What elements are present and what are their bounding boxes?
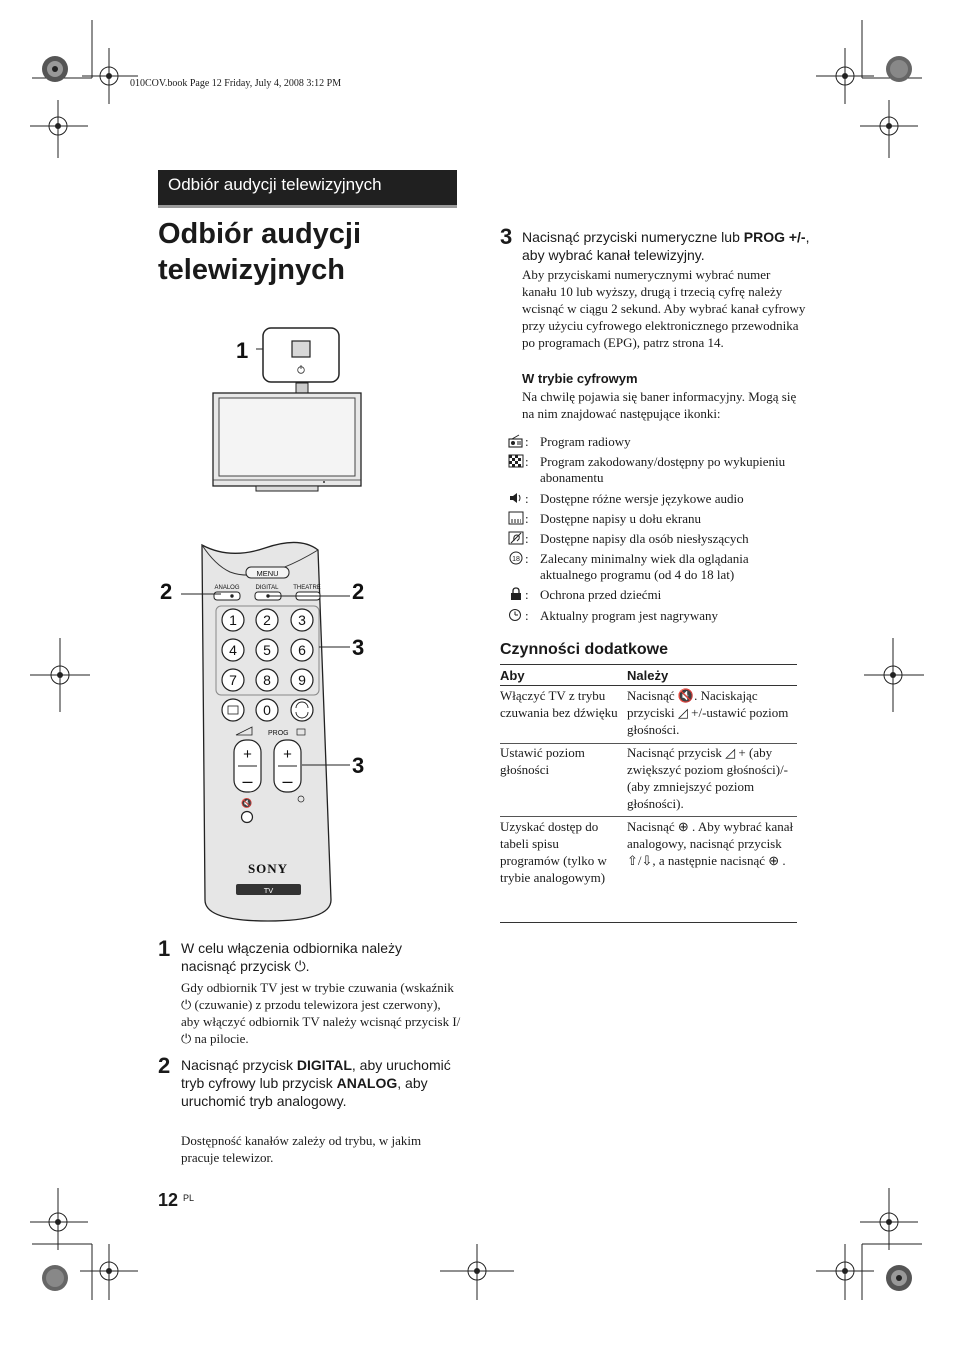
digital-mode-heading: W trybie cyfrowym bbox=[522, 371, 638, 386]
scrambled-icon bbox=[508, 454, 524, 468]
section-bar-label: Odbiór audycji telewizyjnych bbox=[168, 175, 382, 194]
svg-text:+: + bbox=[243, 746, 252, 763]
svg-text:ANALOG: ANALOG bbox=[214, 585, 240, 591]
svg-text:18: 18 bbox=[512, 556, 520, 563]
svg-text:6: 6 bbox=[298, 642, 306, 658]
svg-text:–: – bbox=[282, 771, 293, 791]
svg-text:8: 8 bbox=[263, 672, 271, 688]
callout-2-left-label: 2 bbox=[160, 579, 173, 604]
step-2-heading: Nacisnąć przycisk DIGITAL, aby uruchomić tryb cyfrowy lub przycisk ANALOG, aby uruchomić tryb analogowy. bbox=[181, 1057, 451, 1109]
table-row-2-aby: Ustawić poziom głośności bbox=[500, 745, 585, 777]
page-title-line-2: telewizyjnych bbox=[158, 254, 345, 286]
page-title bbox=[158, 216, 458, 288]
age-18-icon bbox=[508, 551, 524, 565]
table-row-2-nalezy: Nacisnąć przycisk ◿ + (aby zwiększyć poziom głośności)/- (aby zmniejszyć poziom głośności). bbox=[627, 745, 789, 811]
page-language: PL bbox=[183, 1193, 195, 1203]
step-1-number: 1 bbox=[158, 936, 171, 961]
step-2-number: 2 bbox=[158, 1053, 171, 1078]
svg-text:5: 5 bbox=[263, 642, 271, 658]
lock-icon bbox=[508, 587, 524, 601]
svg-text:MENU: MENU bbox=[256, 569, 279, 578]
svg-text:7: 7 bbox=[229, 672, 237, 688]
audio-languages-icon bbox=[508, 491, 524, 505]
tv-remote-figure bbox=[155, 322, 380, 927]
power-button-icon bbox=[292, 341, 310, 357]
svg-text:4: 4 bbox=[229, 642, 237, 658]
table-row-3-aby: Uzyskać dostęp do tabeli spisu programów (tylko w trybie analogowym) bbox=[500, 819, 607, 885]
subtitles-icon bbox=[508, 511, 524, 525]
step-2-body: Dostępność kanałów zależy od trybu, w jakim pracuje telewizor. bbox=[181, 1133, 422, 1165]
hearing-impaired-icon bbox=[508, 531, 524, 545]
remote-control-illustration bbox=[202, 542, 331, 921]
callout-2-right-label: 2 bbox=[352, 579, 365, 604]
svg-text:2: 2 bbox=[263, 612, 271, 628]
table-row-3-nalezy: Nacisnąć ⊕ . Aby wybrać kanał analogowy, nacisnąć przycisk ⇧/⇩, a następnie nacisnąć ⊕ . bbox=[627, 819, 794, 868]
callout-3-upper-label: 3 bbox=[352, 635, 365, 660]
digital-mode-body: Na chwilę pojawia się baner informacyjny. Mogą się na nim znajdować następujące ikonki: bbox=[522, 389, 797, 421]
svg-text:–: – bbox=[242, 771, 253, 791]
svg-text:SONY: SONY bbox=[247, 861, 289, 876]
svg-text:0: 0 bbox=[263, 702, 271, 718]
table-header-aby: Aby bbox=[500, 668, 525, 683]
svg-text:🔇: 🔇 bbox=[241, 799, 253, 809]
svg-text:+: + bbox=[283, 746, 292, 763]
table-header-nalezy: Należy bbox=[627, 668, 669, 683]
svg-text:TV: TV bbox=[263, 886, 274, 895]
callout-3-lower-label: 3 bbox=[352, 753, 365, 778]
section-bar bbox=[158, 170, 457, 208]
step-1-heading: W celu włączenia odbiornika należy nacisnąć przycisk ⏻. bbox=[181, 940, 402, 974]
print-header-line: 010COV.book Page 12 Friday, July 4, 2008 3:12 PM bbox=[130, 78, 342, 89]
svg-text:9: 9 bbox=[298, 672, 306, 688]
svg-text:THEATRE: THEATRE bbox=[293, 585, 321, 591]
svg-text:DIGITAL: DIGITAL bbox=[255, 585, 279, 591]
table-row-1-nalezy: Nacisnąć 🔇. Naciskając przyciski ◿ +/-ustawić poziom głośności. bbox=[627, 688, 789, 737]
step-1-body: Gdy odbiornik TV jest w trybie czuwania (wskaźnik ⏻ (czuwanie) z przodu telewizora jest czerwony), aby włączyć odbiornik TV należy wcisnąć przycisk I/⏻ na pilocie. bbox=[181, 980, 461, 1046]
extra-operations-title: Czynności dodatkowe bbox=[500, 641, 669, 658]
step-3-number: 3 bbox=[500, 224, 513, 249]
svg-text:3: 3 bbox=[298, 612, 306, 628]
step-3-heading: Nacisnąć przyciski numeryczne lub PROG +/-, aby wybrać kanał telewizyjny. bbox=[522, 229, 810, 263]
section-rule bbox=[158, 205, 457, 208]
recording-clock-icon bbox=[508, 608, 524, 622]
radio-icon bbox=[508, 434, 524, 448]
step-3-body: Aby przyciskami numerycznymi wybrać numer kanału 10 lub wyższy, drugą i trzecią cyfrę należy wcisnąć w ciągu 2 sekund. Aby wybrać kanał cyfrowy przy użyciu cyfrowego elektronicznego przewodnika po programach (EPG), patrz strona 14. bbox=[522, 267, 806, 350]
table-row-1-aby: Włączyć TV z trybu czuwania bez dźwięku bbox=[500, 688, 618, 720]
page-number: 12 bbox=[158, 1190, 179, 1210]
callout-1-label: 1 bbox=[236, 338, 249, 363]
svg-text:1: 1 bbox=[229, 612, 237, 628]
page-title-line-1: Odbiór audycji bbox=[158, 218, 362, 250]
svg-text:PROG: PROG bbox=[268, 730, 289, 737]
tv-illustration bbox=[213, 393, 361, 491]
